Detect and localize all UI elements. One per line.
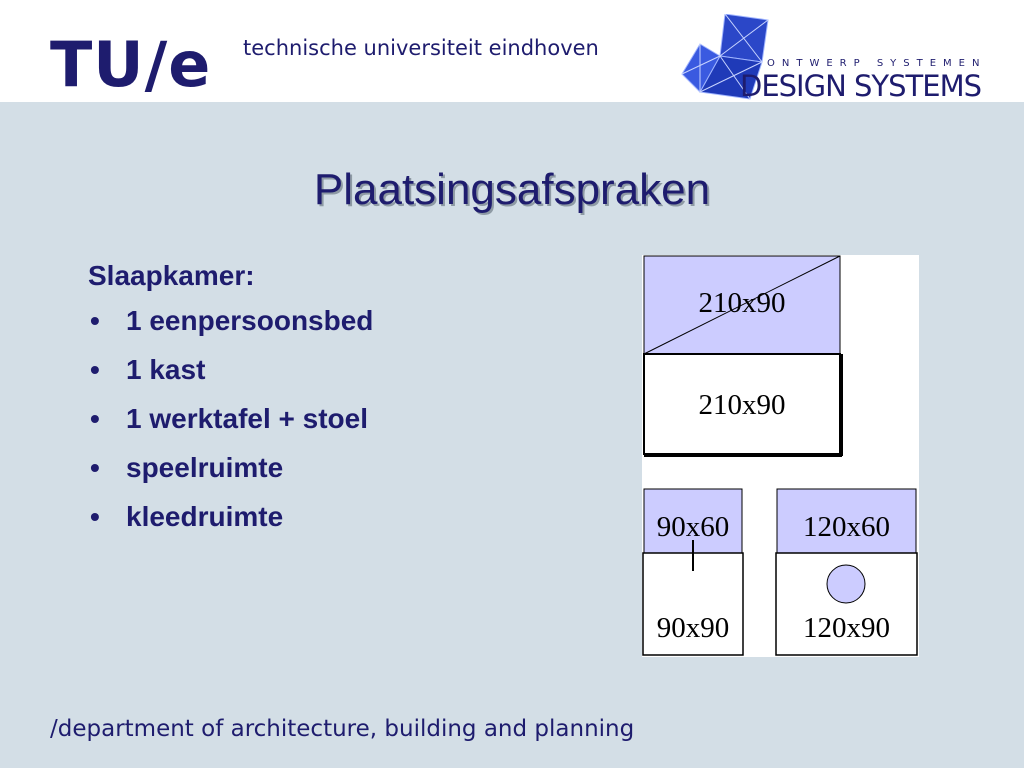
desk-top-label: 120x60 (803, 511, 890, 543)
furniture-list (88, 296, 373, 541)
department-footer: /department of architecture, building and planning (50, 716, 635, 742)
desk-bottom-label: 120x90 (803, 612, 890, 644)
bed-bottom-label: 210x90 (698, 389, 786, 421)
bullet-icon: • (90, 354, 100, 385)
list-item-label: 1 kast (126, 354, 206, 385)
list-item-label: 1 werktafel + stoel (126, 403, 369, 434)
list-item-label: kleedruimte (126, 501, 284, 532)
chair-circle (827, 565, 865, 603)
list-item (88, 443, 373, 492)
bullet-icon: • (90, 452, 100, 483)
bed-top-label: 210x90 (698, 287, 786, 319)
list-item (88, 345, 373, 394)
slide-body (88, 256, 373, 541)
floor-plan (642, 255, 919, 657)
room-heading: Slaapkamer: (88, 260, 255, 291)
bullet-icon: • (90, 305, 100, 336)
header-bar (0, 0, 1024, 102)
tue-logo: TU/e (50, 28, 212, 101)
cabinet-bottom-label: 90x90 (656, 612, 730, 644)
slide-title: Plaatsingsafspraken (313, 165, 711, 214)
list-item-label: 1 eenpersoonsbed (126, 305, 374, 336)
cabinet-top-label: 90x60 (656, 511, 730, 543)
bullet-icon: • (90, 403, 100, 434)
list-item (88, 492, 373, 541)
list-item (88, 296, 373, 345)
tue-tagline: technische universiteit eindhoven (243, 36, 599, 60)
list-item-label: speelruimte (126, 452, 284, 483)
bullet-icon: • (90, 501, 100, 532)
design-systems-wordmark: DESIGN SYSTEMS (740, 69, 981, 103)
list-item (88, 394, 373, 443)
design-systems-subtitle: ONTWERP SYSTEMEN (767, 58, 987, 69)
